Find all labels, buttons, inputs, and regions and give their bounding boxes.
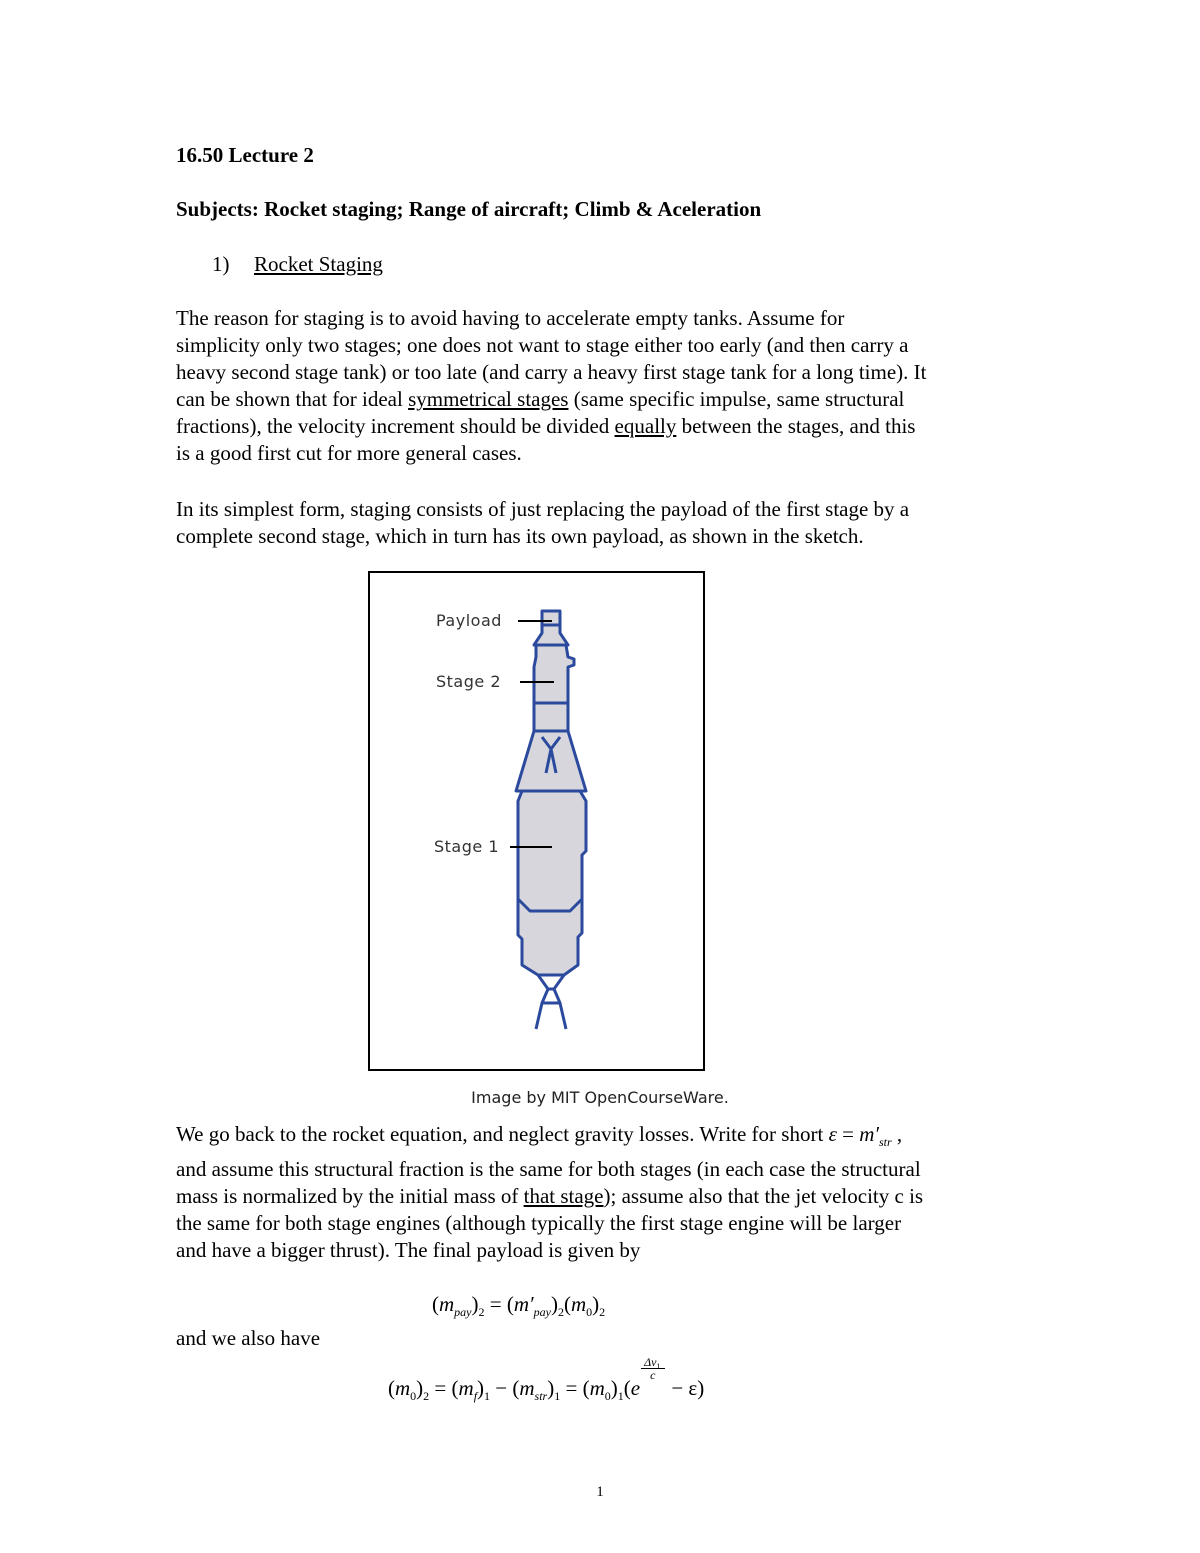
eq-token: = (: [429, 1376, 459, 1400]
eq-token: ): [471, 1292, 479, 1316]
para3-line: and have a bigger thrust). The final payload is given by: [176, 1238, 641, 1262]
eq-subscript: str: [534, 1389, 548, 1403]
stage1-nozzle: [536, 975, 566, 1029]
eq-index: 2: [557, 1305, 564, 1319]
eq-index: 1: [554, 1389, 561, 1403]
payload-label: Payload: [436, 611, 502, 630]
para3-line: the same for both stage engines (although typically the first stage engine will be larger: [176, 1211, 902, 1235]
eq-token: Δv: [644, 1355, 657, 1369]
para2-line: complete second stage, which in turn has its own payload, as shown in the sketch.: [176, 524, 864, 548]
underlined-term: equally: [614, 414, 677, 438]
section-title: Rocket Staging: [254, 252, 383, 276]
eq-index: 2: [599, 1305, 606, 1319]
subjects-line: Subjects: Rocket staging; Range of aircraft; Climb & Aceleration: [176, 197, 762, 221]
eq-subscript: 0: [604, 1389, 611, 1403]
eq-symbol: e: [630, 1376, 641, 1400]
para1-line: heavy second stage tank) or too late (and carry a heavy first stage tank for a long time). It: [176, 360, 927, 384]
eq-index: 1: [484, 1389, 491, 1403]
para1-line: [176, 386, 1036, 413]
rocket-figure: [368, 571, 705, 1071]
section-number: 1): [212, 252, 230, 276]
eq-token: − (: [490, 1376, 520, 1400]
rocket-body: [516, 611, 586, 1029]
lecture-title: 16.50 Lecture 2: [176, 143, 314, 167]
underlined-term: that stage: [523, 1184, 604, 1208]
eq-token: ): [547, 1376, 555, 1400]
and-we-also-have: and we also have: [176, 1326, 321, 1350]
eq-subscript: 0: [410, 1389, 417, 1403]
text-span: fractions), the velocity increment should be divided: [176, 414, 615, 438]
para1-line: [176, 413, 1036, 440]
equation-final-payload: [432, 1292, 605, 1320]
stage2-tank: [534, 645, 574, 737]
section-heading: [212, 251, 383, 278]
eq-subscript: 1: [656, 1362, 661, 1371]
eq-symbol: m: [519, 1376, 535, 1400]
text-span: ,: [891, 1122, 903, 1146]
structural-mass-symbol: m′: [859, 1122, 879, 1146]
eq-symbol: m′: [513, 1292, 534, 1316]
epsilon-symbol: ε: [828, 1122, 837, 1146]
eq-token: (: [563, 1292, 571, 1316]
eq-token: ): [416, 1376, 424, 1400]
para3-line: [176, 1183, 1036, 1210]
eq-index: 1: [617, 1389, 624, 1403]
paragraph-simplest-form: [176, 496, 1036, 550]
interstage-fairing: [516, 731, 586, 791]
eq-token: ): [550, 1292, 558, 1316]
stage1-label: Stage 1: [434, 837, 499, 856]
eq-token: (: [432, 1292, 439, 1316]
eq-symbol: m: [570, 1292, 587, 1316]
text-span: (same specific impulse, same structural: [568, 387, 905, 411]
eq-symbol: m: [458, 1376, 474, 1400]
para2-line: In its simplest form, staging consists of just replacing the payload of the first stage by a: [176, 497, 910, 521]
eq-index: 2: [423, 1389, 430, 1403]
eq-subscript: f: [473, 1389, 478, 1403]
eq-token: (: [623, 1376, 631, 1400]
stage1-tank: [518, 791, 586, 975]
eq-symbol: m: [589, 1376, 605, 1400]
paragraph-staging-reason: [176, 305, 1036, 467]
figure-caption: Image by MIT OpenCourseWare.: [471, 1088, 729, 1107]
underlined-term: symmetrical stages: [408, 387, 569, 411]
subscript: str: [878, 1135, 892, 1149]
eq-symbol: m: [439, 1292, 455, 1316]
eq-token: ): [592, 1292, 600, 1316]
eq-subscript: 0: [586, 1305, 593, 1319]
eq-subscript: pay: [454, 1305, 472, 1319]
para1-line: is a good first cut for more general cases.: [176, 441, 522, 465]
rocket-sketch: [370, 573, 703, 1069]
eq-subscript: pay: [533, 1305, 551, 1319]
eq-token: (: [388, 1376, 395, 1400]
eq-token: = (: [560, 1376, 590, 1400]
eq-token: ): [477, 1376, 485, 1400]
stage2-label: Stage 2: [436, 672, 501, 691]
text-span: ); assume also that the jet velocity c is: [603, 1184, 924, 1208]
para1-line: The reason for staging is to avoid having to accelerate empty tanks. Assume for: [176, 306, 845, 330]
eq-token: = (: [484, 1292, 514, 1316]
text-span: mass is normalized by the initial mass of: [176, 1184, 524, 1208]
eq-token: − ε): [666, 1376, 705, 1400]
eq-symbol: m: [395, 1376, 411, 1400]
paragraph-rocket-equation: [176, 1121, 1036, 1264]
para3-line: [176, 1121, 1036, 1156]
eq-index: 2: [478, 1305, 485, 1319]
eq-token: ): [610, 1376, 618, 1400]
text-span: We go back to the rocket equation, and neglect gravity losses. Write for short: [176, 1122, 829, 1146]
text-span: between the stages, and this: [676, 414, 916, 438]
para1-line: simplicity only two stages; one does not want to stage either too early (and then carry a: [176, 333, 909, 357]
exponent-denominator: c: [650, 1368, 656, 1382]
payload-section: [534, 611, 568, 645]
text-span: can be shown that for ideal: [176, 387, 409, 411]
equals-sign: =: [836, 1122, 860, 1146]
page-number: 1: [596, 1484, 604, 1500]
para3-line: and assume this structural fraction is the same for both stages (in each case the structural: [176, 1157, 921, 1181]
